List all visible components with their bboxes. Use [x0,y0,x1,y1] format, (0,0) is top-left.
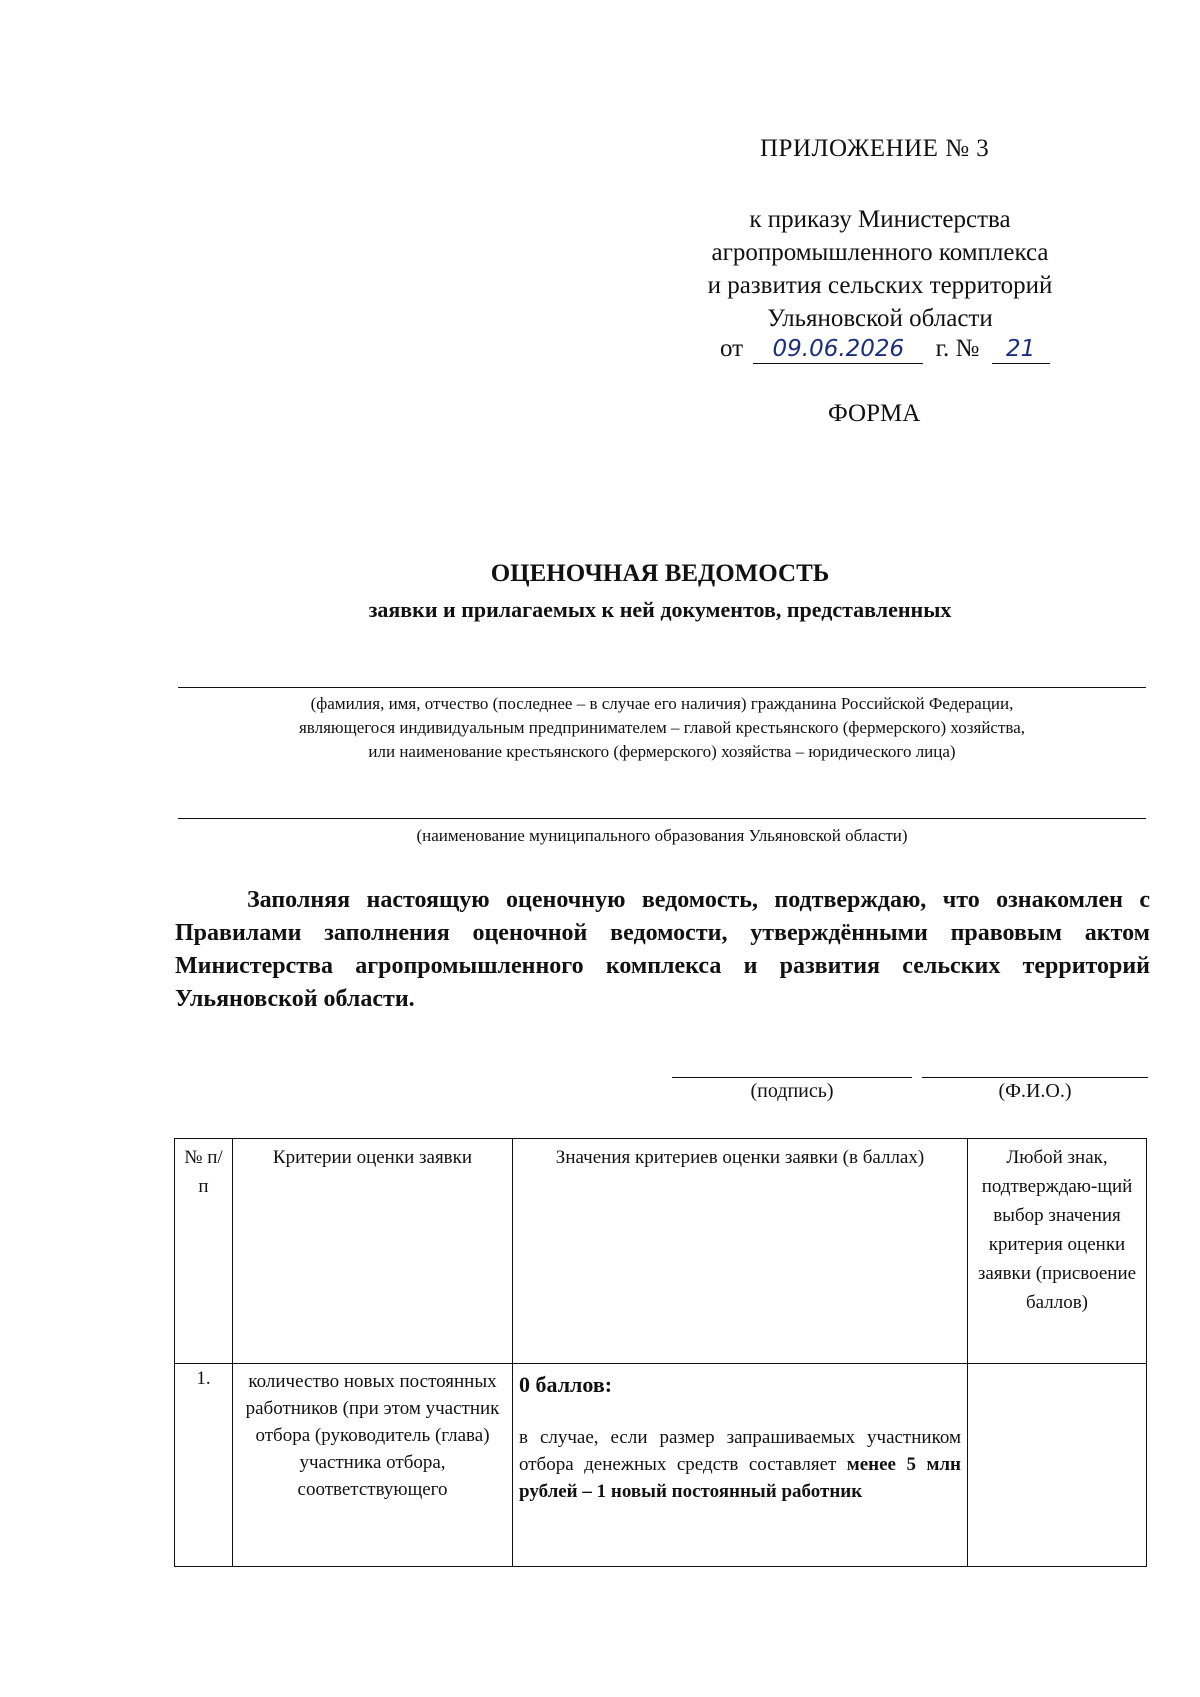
header-mark: Любой знак, подтверждаю-щий выбор значения критерия оценки заявки (присвоение баллов) [968,1139,1147,1364]
order-prefix: от [720,335,744,362]
header-number: № п/п [175,1139,233,1364]
score-description [519,1424,961,1505]
order-reference-line: к приказу Министерства [749,206,1011,233]
applicant-hint-line: (фамилия, имя, отчество (последнее – в случае его наличия) гражданина Российской Федерации, [310,694,1014,713]
score-title: 0 баллов: [519,1372,613,1397]
row-mark-cell[interactable] [968,1364,1147,1567]
table-header-row [175,1139,1147,1364]
order-number-handwritten: 21 [992,335,1050,364]
applicant-fill-line[interactable] [178,687,1146,688]
municipality-hint: (наименование муниципального образования Ульяновской области) [416,826,908,845]
header-criteria: Критерии оценки заявки [233,1139,513,1364]
order-mid: г. № [935,335,980,362]
order-reference-line: и развития сельских территорий [707,272,1053,299]
appendix-title: ПРИЛОЖЕНИЕ № 3 [760,135,990,162]
municipality-fill-line[interactable] [178,818,1146,819]
row-number: 1. [175,1364,233,1567]
applicant-hint-line: или наименование крестьянского (фермерского) хозяйства – юридического лица) [368,742,956,761]
document-subtitle: заявки и прилагаемых к ней документов, представленных [368,597,952,622]
order-reference-line: Ульяновской области [767,305,993,332]
table-row [175,1364,1147,1567]
row-criteria: количество новых постоянных работников (при этом участник отбора (руководитель (глава) участника отбора, соответствующего [233,1364,513,1567]
order-date-handwritten: 09.06.2026 [753,335,923,364]
order-date-number-line [720,335,1050,364]
declaration-paragraph: Заполняя настоящую оценочную ведомость, подтверждаю, что ознакомлен с Правилами заполнения оценочной ведомости, утверждёнными правовым актом Министерства агропромышленного комплекса и развития сельских территорий Ульяновской области. [175,887,1150,1012]
order-reference-line: агропромышленного комплекса [711,239,1049,266]
score-description-plain: в случае, если размер запрашиваемых участником отбора денежных средств составляет [519,1427,961,1475]
signature-caption: (подпись) [750,1080,834,1102]
criteria-table [174,1138,1147,1567]
applicant-hint [178,692,1146,764]
full-name-caption: (Ф.И.О.) [998,1080,1072,1102]
applicant-hint-line: являющегося индивидуальным предпринимателем – главой крестьянского (фермерского) хозяйства, [298,718,1025,737]
score-description-bold: менее 5 млн рублей – 1 новый постоянный работник [519,1454,961,1502]
order-reference [680,203,1080,335]
row-score-values [513,1364,968,1567]
form-label: ФОРМА [828,400,921,427]
signature-line[interactable] [672,1077,912,1078]
document-title: ОЦЕНОЧНАЯ ВЕДОМОСТЬ [490,560,830,587]
header-values: Значения критериев оценки заявки (в баллах) [513,1139,968,1364]
full-name-line[interactable] [922,1077,1148,1078]
